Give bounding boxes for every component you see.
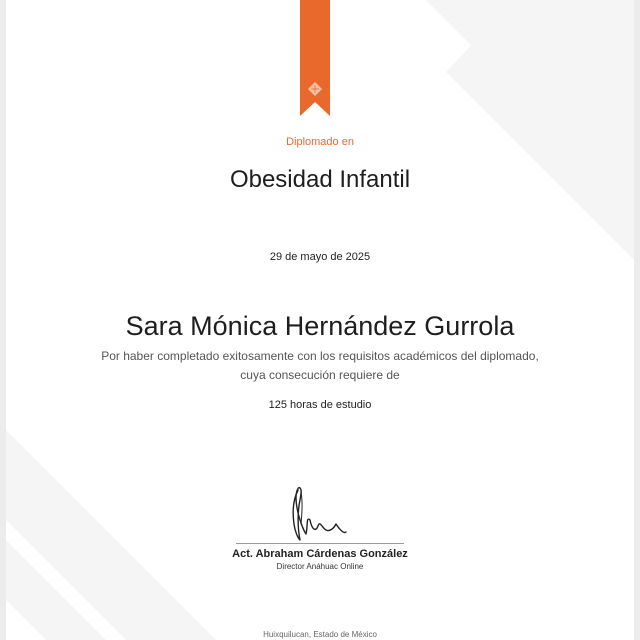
program-title: Obesidad Infantil: [229, 166, 411, 193]
certificate-page: [6, 0, 634, 640]
handwritten-signature: [254, 480, 354, 546]
signer-title: Director Anáhuac Online: [276, 562, 364, 571]
recipient-name: Sara Mónica Hernández Gurrola: [125, 311, 515, 341]
study-hours: 125 horas de estudio: [268, 399, 372, 411]
description-text: [6, 347, 634, 385]
description-line-2: cuya consecución requiere de: [240, 368, 400, 382]
program-type-label: Diplomado en: [286, 136, 354, 148]
ribbon-bookmark-icon: [300, 0, 330, 116]
location-text: Huixquilucan, Estado de México: [263, 630, 377, 639]
description-line-1: Por haber completado exitosamente con los requisitos académicos del diplomado,: [101, 349, 539, 363]
issue-date: 29 de mayo de 2025: [269, 251, 371, 263]
signer-name: Act. Abraham Cárdenas González: [232, 548, 408, 560]
signature-line: [236, 543, 404, 544]
